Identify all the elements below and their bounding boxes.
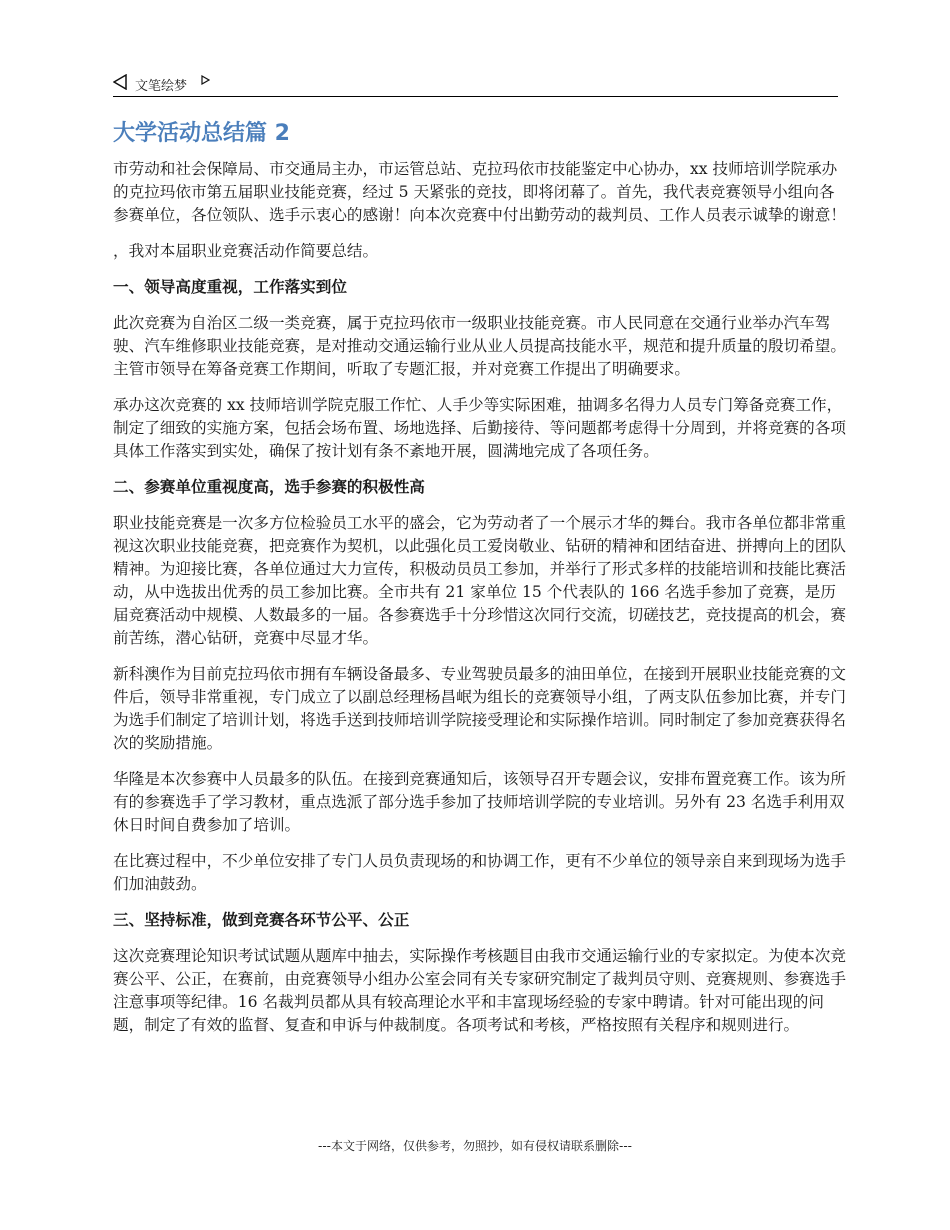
body-paragraph: 承办这次竞赛的 xx 技师培训学院克服工作忙、人手少等实际困难，抽调多名得力人员专门筹备竞赛工作，制定了细致的实施方案，包括会场布置、场地选择、后勤接待、等问题都考虑得十分周到，并将竞赛的各项具体工作落实到实处，确保了按计划有条不紊地开展，圆满地完成了各项任务。 — [113, 396, 846, 460]
body-paragraph: 市劳动和社会保障局、市交通局主办，市运管总站、克拉玛依市技能鉴定中心协办，xx 技师培训学院承办的克拉玛依市第五届职业技能竞赛，经过 5 天紧张的竞技，即将闭幕了。首先，我代表竞赛领导小组向各参赛单位，各位领队、选手示衷心的感谢！向本次竞赛中付出勤劳动的裁判员、工作人员表示诚挚的谢意！ — [113, 160, 846, 224]
body-paragraph: ，我对本届职业竞赛活动作简要总结。 — [113, 242, 379, 260]
section-heading: 一、领导高度重视，工作落实到位 — [113, 278, 347, 296]
body-paragraph: 新科澳作为目前克拉玛依市拥有车辆设备最多、专业驾驶员最多的油田单位，在接到开展职业技能竞赛的文件后，领导非常重视，专门成立了以副总经理杨昌岷为组长的竞赛领导小组，了两支队伍参加比赛，并专门为选手们制定了培训计划，将选手送到技师培训学院接受理论和实际操作培训。同时制定了参加竞赛获得名次的奖励措施。 — [113, 665, 846, 752]
page-header — [113, 72, 838, 97]
body-paragraph: 此次竞赛为自治区二级一类竞赛，属于克拉玛依市一级职业技能竞赛。市人民同意在交通行业举办汽车驾驶、汽车维修职业技能竞赛，是对推动交通运输行业从业人员提高技能水平，规范和提升质量的殷切希望。主管市领导在筹备竞赛工作期间，听取了专题汇报，并对竞赛工作提出了明确要求。 — [113, 314, 846, 378]
section-heading: 二、参赛单位重视度高，选手参赛的积极性高 — [113, 478, 425, 496]
document-body — [113, 158, 848, 1050]
footer-disclaimer: ---本文于网络，仅供参考，勿照抄，如有侵权请联系删除--- — [318, 1139, 632, 1153]
triangle-left-icon — [113, 74, 127, 90]
page-title: 大学活动总结篇 2 — [113, 121, 290, 146]
body-paragraph: 华隆是本次参赛中人员最多的队伍。在接到竞赛通知后，该领导召开专题会议，安排布置竞赛工作。该为所有的参赛选手了学习教材，重点选派了部分选手参加了技师培训学院的专业培训。另外有 23 名选手利用双休日时间自费参加了培训。 — [113, 770, 846, 834]
body-paragraph: 在比赛过程中，不少单位安排了专门人员负责现场的和协调工作，更有不少单位的领导亲自来到现场为选手们加油鼓劲。 — [113, 852, 846, 893]
brand-name: 文笔绘梦 — [135, 79, 188, 94]
body-paragraph: 这次竞赛理论知识考试试题从题库中抽去，实际操作考核题目由我市交通运输行业的专家拟定。为使本次竞赛公平、公正，在赛前，由竞赛领导小组办公室会同有关专家研究制定了裁判员守则、竞赛规则、参赛选手注意事项等纪律。16 名裁判员都从具有较高理论水平和丰富现场经验的专家中聘请。针对可能出现的问题，制定了有效的监督、复查和申诉与仲裁制度。各项考试和考核，严格按照有关程序和规则进行。 — [113, 947, 846, 1034]
section-heading: 三、坚持标准，做到竞赛各环节公平、公正 — [113, 911, 410, 929]
body-paragraph: 职业技能竞赛是一次多方位检验员工水平的盛会，它为劳动者了一个展示才华的舞台。我市各单位都非常重视这次职业技能竞赛，把竞赛作为契机，以此强化员工爱岗敬业、钻研的精神和团结奋进、拼搏向上的团队精神。为迎接比赛，各单位通过大力宣传，积极动员员工参加，并举行了形式多样的技能培训和技能比赛活动，从中选拔出优秀的员工参加比赛。全市共有 21 家单位 15 个代表队的 166 名选手参加了竞赛，是历届竞赛活动中规模、人数最多的一届。各参赛选手十分珍惜这次同行交流，切磋技艺，竞技提高的机会，赛前苦练，潜心钻研，竞赛中尽显才华。 — [113, 514, 846, 647]
triangle-right-icon — [201, 75, 210, 85]
